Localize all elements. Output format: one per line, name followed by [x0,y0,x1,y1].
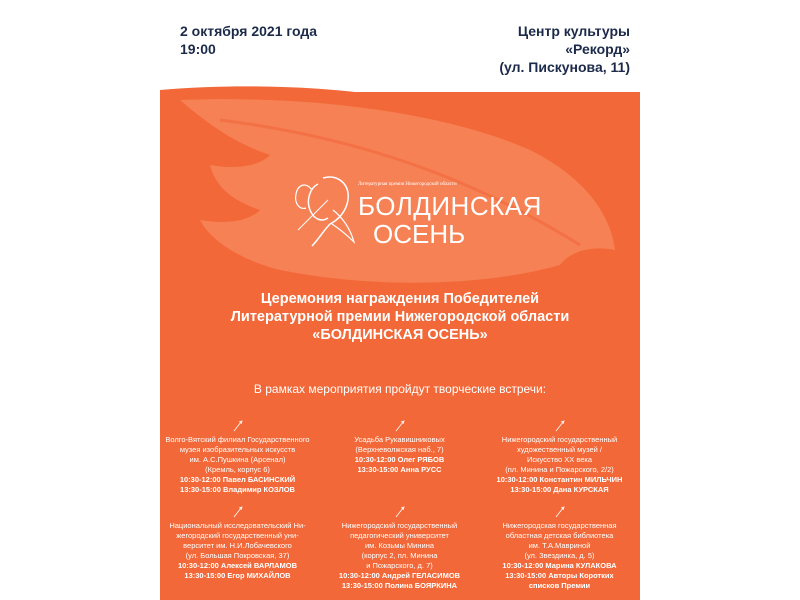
event-venue-line: музея изобразительных искусств [179,445,296,454]
event-slot: списков Премии [528,581,591,590]
event-block [160,420,315,495]
event-venue-line: им. Т.А.Мавриной [528,541,591,550]
prize-logo [288,170,542,250]
event-slot: 10:30-12:00 Алексей ВАРЛАМОВ [177,561,298,570]
event-slot: 13:30-15:00 Владимир КОЗЛОВ [180,485,295,494]
ceremony-line-1: Церемония награждения Победителей [260,291,540,307]
event-venue-line: Национальный исследовательский Ни- [169,521,306,530]
meetings-intro: В рамках мероприятия пройдут творческие встречи: [253,382,547,396]
event-venue-line: им. Козьмы Минина [364,541,435,550]
event-venue [499,22,630,76]
ceremony-title [160,290,640,344]
quill-pen-icon [394,506,406,518]
event-venue-line: Нижегородский государственный [501,435,618,444]
event-poster [160,0,640,600]
event-venue-line: и Пожарского, д. 7) [366,561,433,570]
venue-line-1: Центр культуры [517,23,630,39]
event-slot: 13:30-15:00 Егор МИХАЙЛОВ [184,571,291,580]
event-venue-line: (пл. Минина и Пожарского, 2/2) [505,465,614,474]
quill-pen-icon [554,506,566,518]
logo-title-line-1: БОЛДИНСКАЯ [358,191,542,221]
logo-subtitle: Литературная премия Нижегородской области [358,182,457,187]
event-block [482,506,637,591]
event-venue-line: (корпус 2, пл. Минина [361,551,438,560]
event-venue-line: (Кремль, корпус 6) [205,465,270,474]
quill-pen-icon [554,420,566,432]
quill-pen-icon [394,420,406,432]
event-venue-line: Усадьба Рукавишниковых [354,435,445,444]
ceremony-line-3: «БОЛДИНСКАЯ ОСЕНЬ» [312,327,488,343]
event-slot: 10:30-12:00 Марина КУЛАКОВА [502,561,617,570]
event-block [322,420,477,475]
event-venue-line: (ул. Большая Покровская, 37) [185,551,290,560]
event-date-time [180,22,317,58]
event-venue-line: Искусство XX века [526,455,593,464]
event-slot: 10:30-12:00 Константин МИЛЬЧИН [496,475,623,484]
event-venue-line: жегородский государственный уни- [176,531,299,540]
event-venue-line: художественный музей / [517,445,602,454]
event-venue-line: Нижегородская государственная [502,521,617,530]
event-venue-line: им. А.С.Пушкина (Арсенал) [189,455,286,464]
pushkin-portrait-quill-icon [288,170,363,250]
venue-line-3: (ул. Пискунова, 11) [499,59,630,75]
event-slot: 10:30-12:00 Андрей ГЕЛАСИМОВ [338,571,461,580]
quill-pen-icon [232,420,244,432]
event-slot: 10:30-12:00 Павел БАСИНСКИЙ [179,475,296,484]
ceremony-line-2: Литературной премии Нижегородской области [230,309,570,325]
event-venue-line: (ул. Звездинка, д. 5) [524,551,595,560]
event-slot: 13:30-15:00 Авторы Коротких [505,571,614,580]
event-block [482,420,637,495]
event-block [322,506,477,591]
event-slot: 13:30-15:00 Анна РУСС [357,465,442,474]
event-venue-line: Нижегородский государственный [341,521,458,530]
event-venue-line: Волго-Вятский филиал Государственного [165,435,310,444]
event-block [160,506,315,581]
event-time: 19:00 [180,41,216,57]
event-date: 2 октября 2021 года [180,23,318,39]
event-slot: 13:30-15:00 Полина БОЯРКИНА [341,581,458,590]
venue-line-2: «Рекорд» [565,41,630,57]
event-venue-line: (Верхневолжская наб., 7) [355,445,444,454]
event-slot: 10:30-12:00 Олег РЯБОВ [354,455,445,464]
event-venue-line: областная детская библиотека [505,531,614,540]
event-slot: 13:30-15:00 Дана КУРСКАЯ [510,485,609,494]
event-venue-line: педагогический университет [350,531,449,540]
logo-title-line-2: ОСЕНЬ [373,219,466,249]
quill-pen-icon [232,506,244,518]
event-venue-line: верситет им. Н.И.Лобачевского [183,541,292,550]
